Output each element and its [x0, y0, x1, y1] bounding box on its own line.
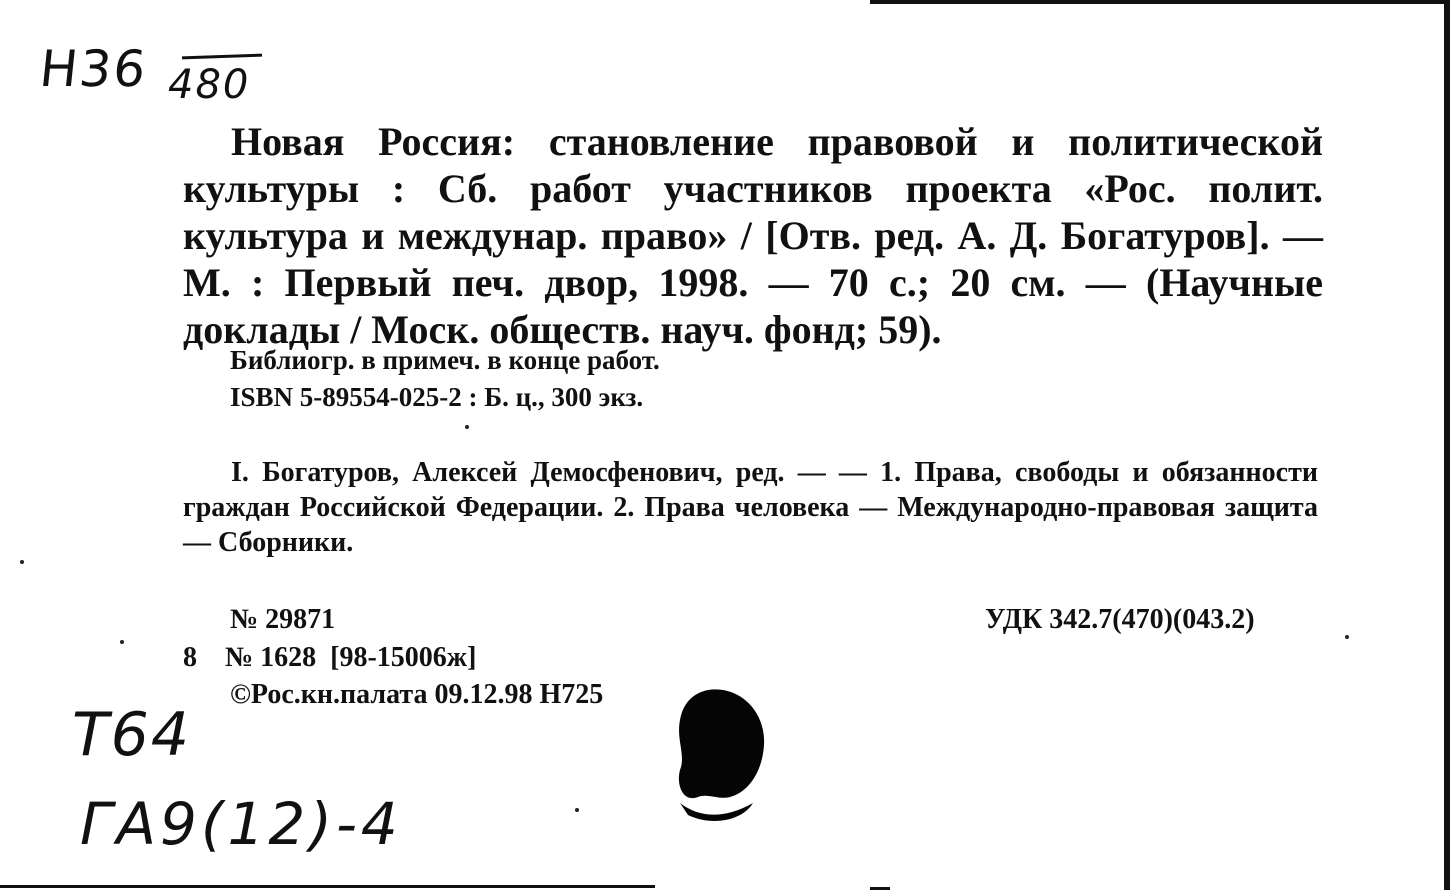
isbn-line: ISBN 5-89554-025-2 : Б. ц., 300 экз. — [230, 382, 644, 412]
bibliography-note: Библиогр. в примеч. в конце работ. — [230, 345, 660, 375]
scan-speck — [575, 808, 579, 812]
udk-classification: УДК 342.7(470)(043.2) — [985, 604, 1255, 635]
handwritten-location-code: ГА9(12)-4 — [80, 790, 402, 858]
card-edge-top — [870, 0, 1450, 4]
record-number: № 29871 — [230, 604, 336, 635]
handwritten-fraction-bar — [182, 54, 262, 60]
scan-speck — [20, 560, 24, 564]
record-order-number: № 1628 [98-15006ж] — [225, 642, 477, 673]
record-copy-count: 8 — [183, 642, 197, 673]
tracings-text: I. Богатуров, Алексей Демосфенович, ред. — — 1. Права, свободы и обязанности граждан Российской Федерации. 2. Права человека — Международно-правовая защита — Сборники. — [183, 457, 1318, 558]
card-edge-right — [1444, 0, 1450, 890]
subject-tracings — [183, 455, 1318, 560]
title-continuation: культуры : Сб. работ участников проекта «Рос. полит. культура и междунар. право» / [Отв. ред. А. Д. Богатуров]. — М. : Первый печ. двор, 1998. — 70 с.; 20 см. — (Научные доклады / Моск. обществ. науч. фонд; 59). — [183, 166, 1323, 352]
handwritten-fraction-number: 480 — [168, 62, 251, 108]
bibliographic-description — [183, 118, 1323, 353]
scan-speck — [120, 640, 124, 644]
card-edge-bottom — [0, 885, 655, 888]
scan-speck — [465, 425, 469, 429]
title-first-line: Новая Россия: становление правовой и политической — [231, 119, 1323, 164]
record-number-secondary — [183, 641, 476, 675]
scan-speck — [1345, 635, 1349, 639]
handwritten-shelf-code: Т64 — [72, 700, 191, 770]
copyright-line: ©Рос.кн.палата 09.12.98 Н725 — [230, 679, 604, 710]
handwritten-author-code: Н36 — [36, 40, 151, 98]
ink-blot — [668, 685, 768, 830]
